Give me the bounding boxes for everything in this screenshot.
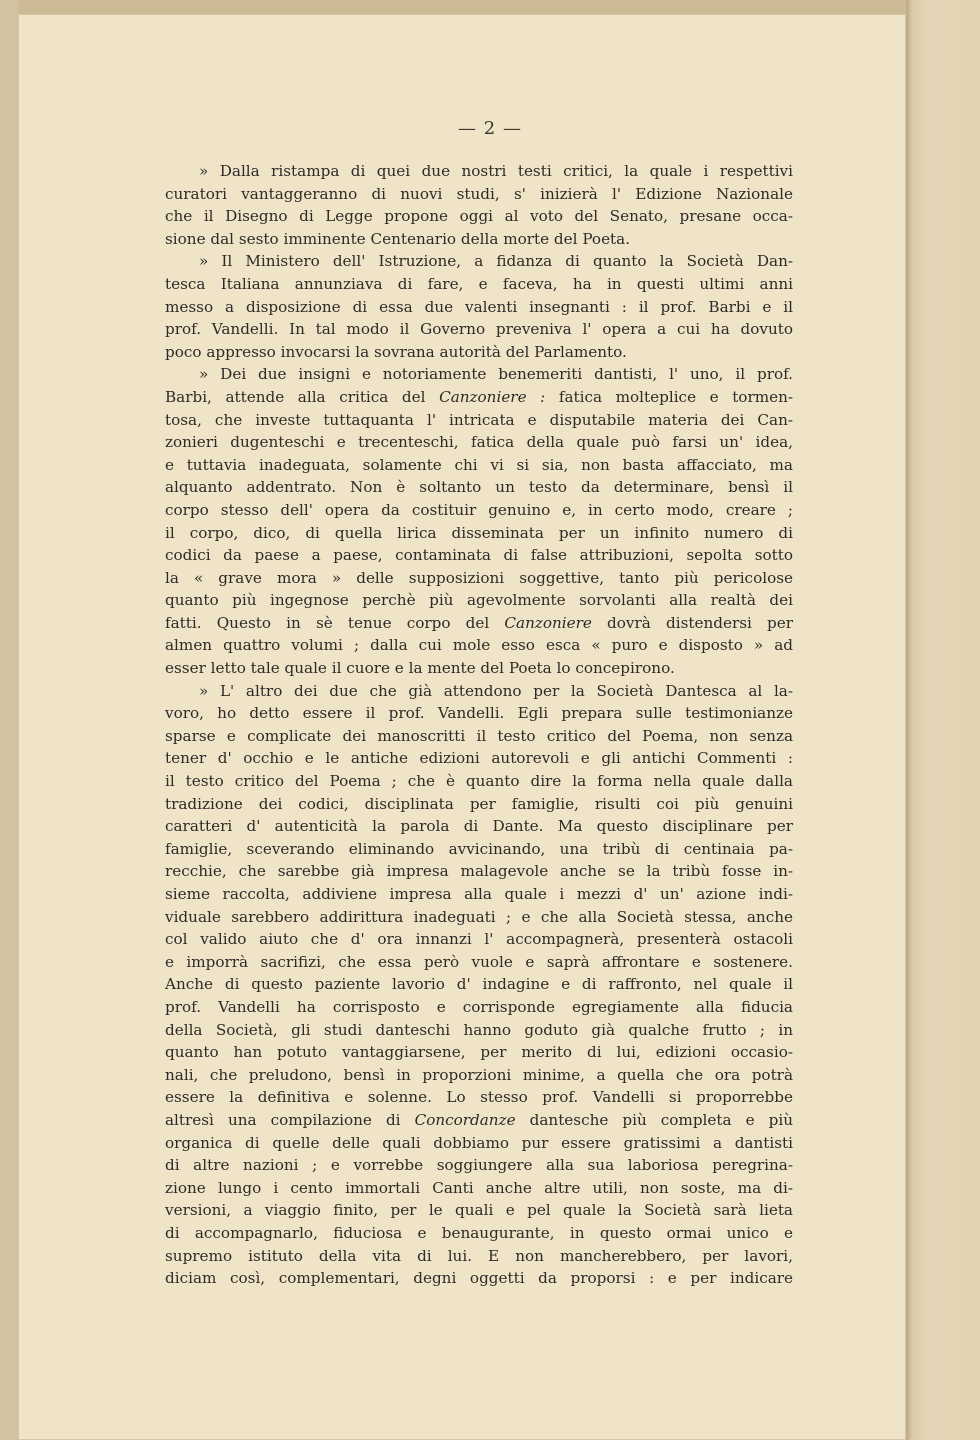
text-line: famiglie, sceverando eliminando avvicinando, una tribù di centinaia pa- xyxy=(165,839,793,858)
next-page-edge xyxy=(906,0,980,1440)
text-line: e tuttavia inadeguata, solamente chi vi si sia, non basta affacciato, ma xyxy=(165,455,793,474)
text-line: caratteri d' autenticità la parola di Dante. Ma questo disciplinare per xyxy=(165,817,793,836)
text-line: il testo critico del Poema ; che è quanto dire la forma nella quale dalla xyxy=(165,772,793,791)
text-line: diciam così, complementari, degni oggetti da proporsi : e per indicare xyxy=(165,1269,793,1288)
text-line: che il Disegno di Legge propone oggi al voto del Senato, presane occa- xyxy=(165,207,793,226)
text-line: prof. Vandelli. In tal modo il Governo preveniva l' opera a cui ha dovuto xyxy=(165,320,793,339)
text-line: tener d' occhio e le antiche edizioni autorevoli e gli antichi Commenti : xyxy=(165,749,793,768)
italic-title: Canzoniere xyxy=(504,613,592,632)
paragraph xyxy=(165,250,793,363)
text-line: tradizione dei codici, disciplinata per famiglie, risulti coi più genuini xyxy=(165,794,793,813)
text-line: Anche di questo paziente lavorio d' indagine e di raffronto, nel quale il xyxy=(165,975,793,994)
text-line: curatori vantaggeranno di nuovi studi, s' inizierà l' Edizione Nazionale xyxy=(165,184,793,203)
text-line: codici da paese a paese, contaminata di false attribuzioni, sepolta sotto xyxy=(165,546,793,565)
text-line: quanto han potuto vantaggiarsene, per merito di lui, edizioni occasio- xyxy=(165,1043,793,1062)
text-line: esser letto tale quale il cuore e la mente del Poeta lo concepirono. xyxy=(165,659,675,678)
text-line: di altre nazioni ; e vorrebbe soggiungere alla sua laboriosa peregrina- xyxy=(165,1156,793,1175)
text-line: supremo istituto della vita di lui. E non mancherebbero, per lavori, xyxy=(165,1246,793,1265)
paragraph xyxy=(165,680,793,1290)
text-line: il corpo, dico, di quella lirica disseminata per un infinito numero di xyxy=(165,523,793,542)
text-line: col valido aiuto che d' ora innanzi l' accompagnerà, presenterà ostacoli xyxy=(165,930,793,949)
text-line: sieme raccolta, addiviene impresa alla quale i mezzi d' un' azione indi- xyxy=(165,885,793,903)
text-line: e imporrà sacrifizi, che essa però vuole e saprà affrontare e sostenere. xyxy=(165,952,793,971)
text-line: » Dalla ristampa di quei due nostri testi critici, la quale i respettivi xyxy=(199,162,793,180)
scan-left-border xyxy=(0,0,18,1440)
text-line: quanto più ingegnose perchè più agevolmente sorvolanti alla realtà dei xyxy=(165,591,793,610)
text-line: zione lungo i cento immortali Canti anche altre utili, non soste, ma di- xyxy=(165,1178,793,1197)
text-line: la « grave mora » delle supposizioni soggettive, tanto più pericolose xyxy=(165,568,793,587)
text-line: » Il Ministero dell' Istruzione, a fidanza di quanto la Società Dan- xyxy=(199,252,793,271)
scan-top-border xyxy=(0,0,980,14)
text-line: zonieri dugenteschi e trecenteschi, fatica della quale può farsi un' idea, xyxy=(165,433,793,452)
text-line: sparse e complicate dei manoscritti il testo critico del Poema, non senza xyxy=(165,726,793,745)
page-number: — 2 — xyxy=(458,118,522,139)
text-line: » L' altro dei due che già attendono per la Società Dantesca al la- xyxy=(199,681,793,700)
text-line: altresì una compilazione di Concordanze dantesche più completa e più xyxy=(165,1110,793,1129)
text-line: tosa, che investe tuttaquanta l' intricata e disputabile materia dei Can- xyxy=(165,410,793,429)
text-line: almen quattro volumi ; dalla cui mole esso esca « puro e disposto » ad xyxy=(165,636,793,655)
text-line: corpo stesso dell' opera da costituir genuino e, in certo modo, creare ; xyxy=(165,500,793,519)
text-line: recchie, che sarebbe già impresa malagevole anche se la tribù fosse in- xyxy=(165,862,793,881)
paragraph xyxy=(165,363,793,679)
text-line: viduale sarebbero addirittura inadeguati ; e che alla Società stessa, anche xyxy=(165,907,793,926)
text-line: sione dal sesto imminente Centenario della morte del Poeta. xyxy=(165,229,631,248)
italic-title: Concordanze xyxy=(414,1110,516,1129)
text-line: alquanto addentrato. Non è soltanto un testo da determinare, bensì il xyxy=(165,478,793,497)
text-line: essere la definitiva e solenne. Lo stesso prof. Vandelli si proporrebbe xyxy=(165,1088,793,1107)
text-line: prof. Vandelli ha corrisposto e corrisponde egregiamente alla fiducia xyxy=(165,997,793,1016)
text-line: » Dei due insigni e notoriamente benemeriti dantisti, l' uno, il prof. xyxy=(199,365,793,384)
text-line: Barbi, attende alla critica del Canzoniere : fatica molteplice e tormen- xyxy=(165,387,794,406)
text-line: organica di quelle delle quali dobbiamo pur essere gratissimi a dantisti xyxy=(165,1133,793,1152)
text-line: tesca Italiana annunziava di fare, e faceva, ha in questi ultimi anni xyxy=(165,274,793,293)
paragraph xyxy=(165,160,793,250)
text-line: versioni, a viaggio finito, per le quali e pel quale la Società sarà lieta xyxy=(165,1201,793,1220)
text-line: poco appresso invocarsi la sovrana autorità del Parlamento. xyxy=(165,342,627,361)
text-line: messo a disposizione di essa due valenti insegnanti : il prof. Barbi e il xyxy=(165,297,793,316)
text-line: di accompagnarlo, fiduciosa e benaugurante, in questo ormai unico e xyxy=(165,1223,793,1242)
text-line: nali, che preludono, bensì in proporzioni minime, a quella che ora potrà xyxy=(165,1065,793,1084)
text-line: voro, ho detto essere il prof. Vandelli. Egli prepara sulle testimonianze xyxy=(165,704,793,723)
italic-title: Canzoniere : xyxy=(439,387,546,406)
text-line: della Società, gli studi danteschi hanno goduto già qualche frutto ; in xyxy=(165,1020,793,1039)
text-line: fatti. Questo in sè tenue corpo del Canzoniere dovrà distendersi per xyxy=(165,613,793,632)
body-text xyxy=(165,160,793,1290)
